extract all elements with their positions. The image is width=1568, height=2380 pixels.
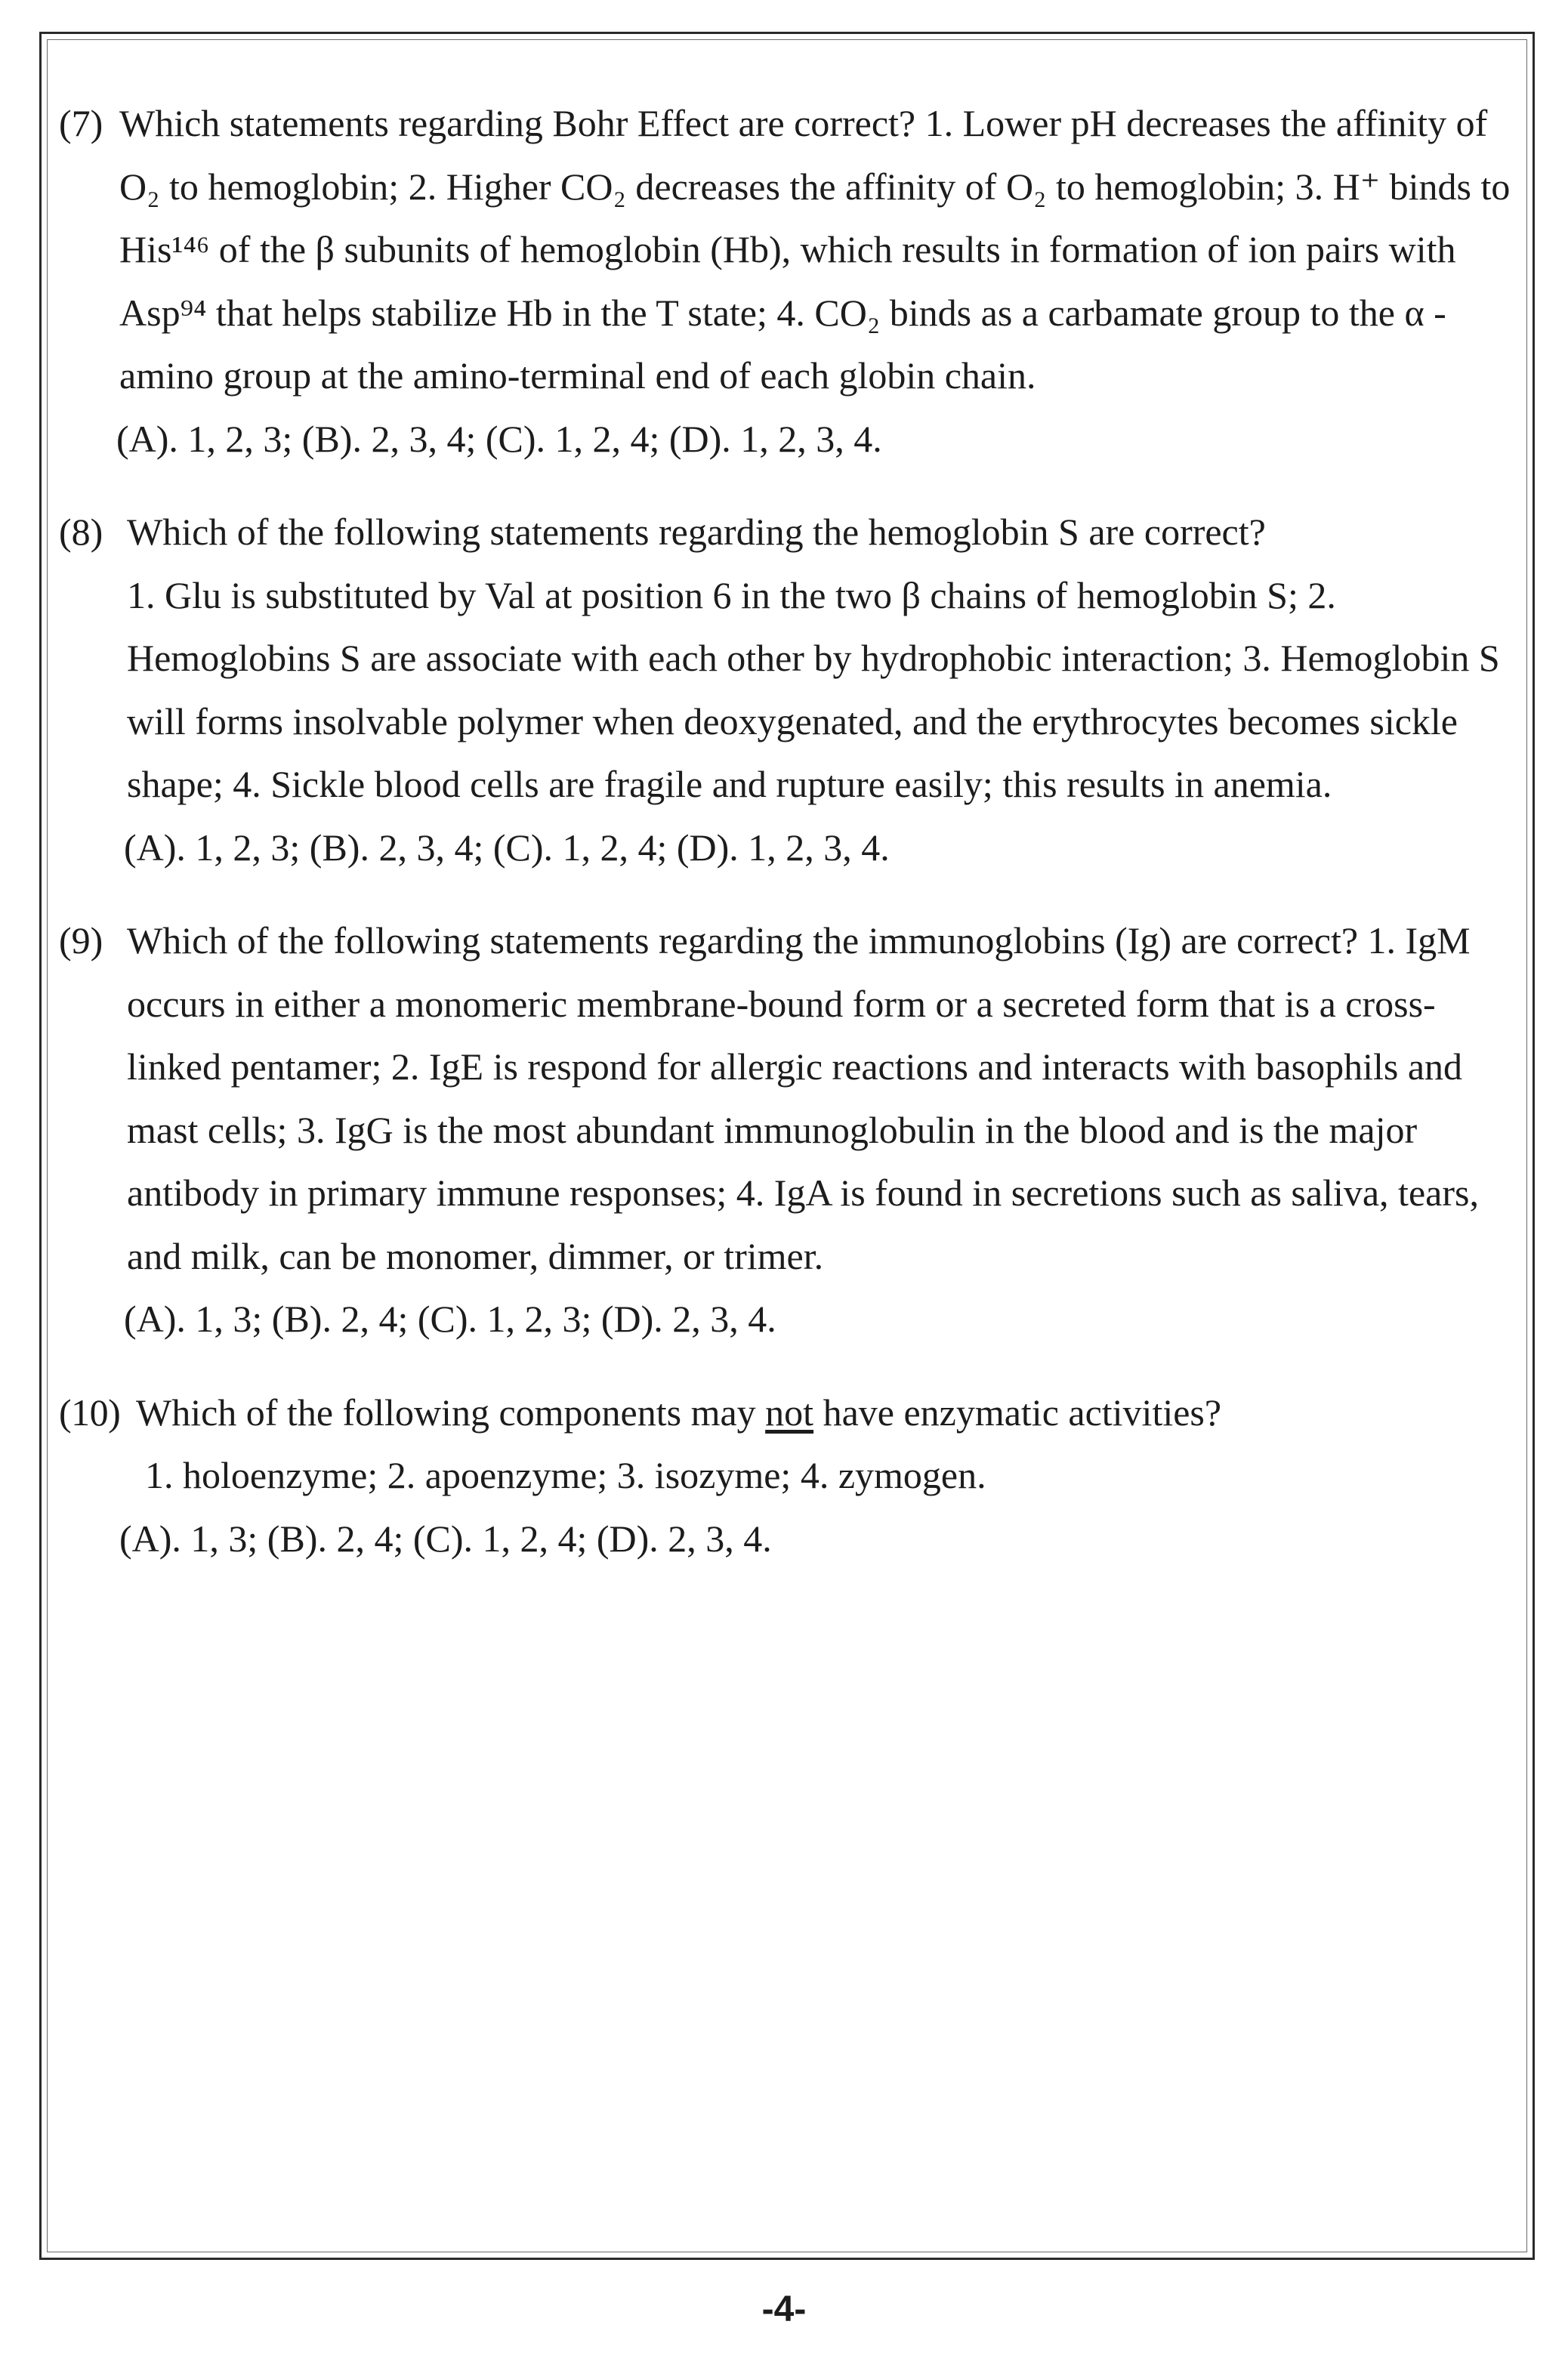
stem-after: have enzymatic activities? (813, 1391, 1222, 1434)
question-9 (59, 909, 1517, 1351)
question-body (116, 92, 1517, 471)
question-7 (59, 92, 1517, 471)
answer-options: (A). 1, 3; (B). 2, 4; (C). 1, 2, 3; (D). 2, 3, 4. (124, 1298, 776, 1340)
question-stem (136, 1381, 1517, 1445)
stem-before: Which of the following components may (136, 1391, 766, 1434)
question-number: (9) (59, 919, 103, 962)
question-8 (59, 501, 1517, 879)
question-body (119, 1381, 1517, 1571)
question-number: (8) (59, 511, 103, 553)
answer-options: (A). 1, 2, 3; (B). 2, 3, 4; (C). 1, 2, 4; (D). 1, 2, 3, 4. (116, 417, 882, 460)
answer-options: (A). 1, 3; (B). 2, 4; (C). 1, 2, 4; (D). 2, 3, 4. (119, 1517, 772, 1560)
question-body (119, 909, 1517, 1351)
question-statements: 1. holoenzyme; 2. apoenzyme; 3. isozyme; 4. zymogen. (145, 1454, 986, 1496)
question-list (59, 92, 1517, 1601)
question-stem: Which of the following statements regarding the hemoglobin S are correct? (127, 511, 1266, 553)
question-stem: Which statements regarding Bohr Effect are correct? 1. Lower pH decreases the affinity of O₂ to hemoglobin; 2. Higher CO₂ decreases the affinity of O₂ to hemoglobin; 3. H⁺ binds to His¹⁴⁶ of the β subunits of hemoglobin (Hb), which results in formation of ion pairs with Asp⁹⁴ that helps stabilize Hb in the T state; 4. CO₂ binds as a carbamate group to the α -amino group at the amino-terminal end of each globin chain. (119, 102, 1511, 397)
question-stem: Which of the following statements regarding the immunoglobins (Ig) are correct? 1. IgM occurs in either a monomeric membrane-bound form or a secreted form that is a cross-linked pentamer; 2. IgE is respond for allergic reactions and interacts with basophils and mast cells; 3. IgG is the most abundant immunoglobulin in the blood and is the major antibody in primary immune responses; 4. IgA is found in secretions such as saliva, tears, and milk, can be monomer, dimmer, or trimer. (127, 919, 1479, 1277)
question-10 (59, 1381, 1517, 1571)
question-number: (10) (59, 1391, 121, 1434)
page-number: -4- (761, 2289, 807, 2329)
question-number: (7) (59, 102, 103, 144)
question-body (119, 501, 1517, 879)
answer-options: (A). 1, 2, 3; (B). 2, 3, 4; (C). 1, 2, 4; (D). 1, 2, 3, 4. (124, 826, 890, 869)
question-statements: 1. Glu is substituted by Val at position 6 in the two β chains of hemoglobin S; 2. Hemoglobins S are associate with each other by hydrophobic interaction; 3. Hemoglobin S will forms insolvable polymer when deoxygenated, and the erythrocytes becomes sickle shape; 4. Sickle blood cells are fragile and rupture easily; this results in anemia. (127, 573, 1500, 805)
underlined-word: not (765, 1391, 814, 1434)
